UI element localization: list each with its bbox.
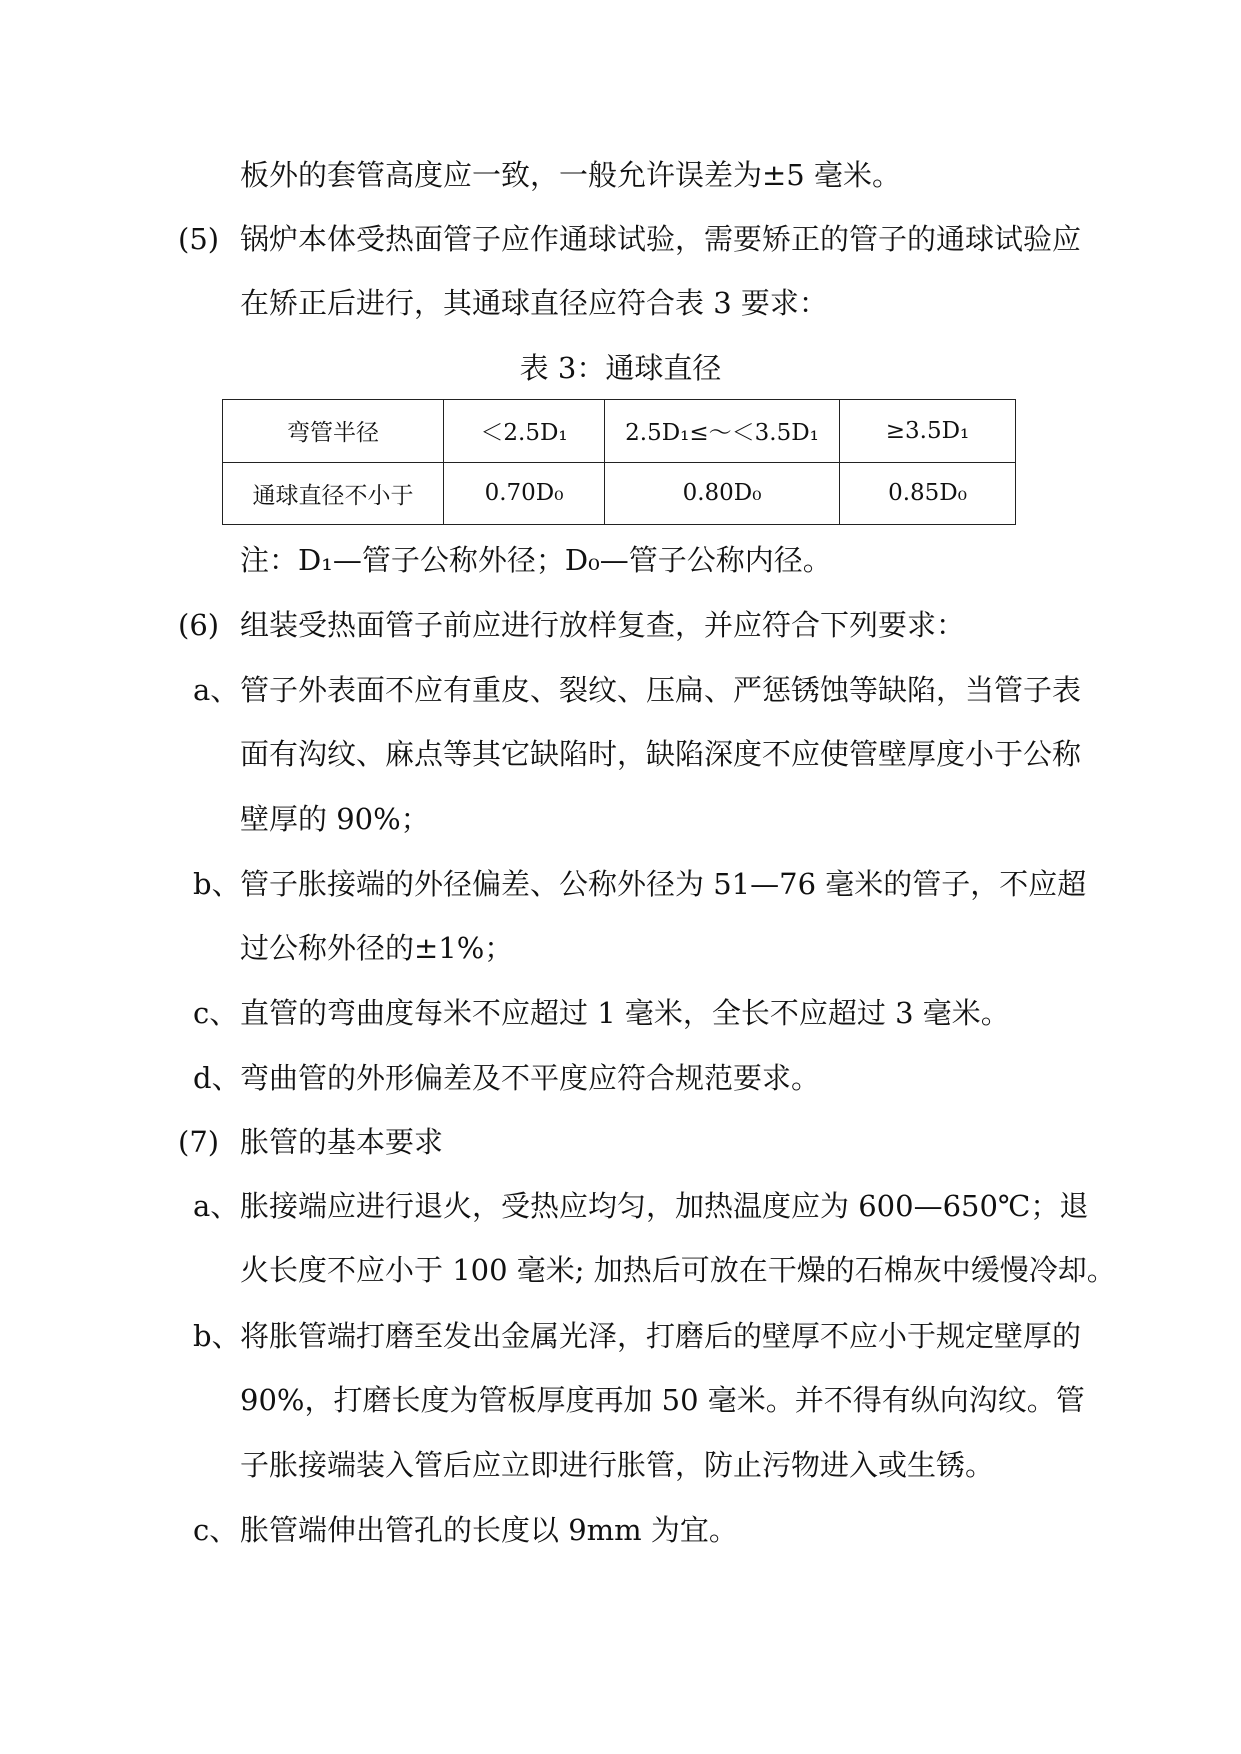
item-7a-line-1: 胀接端应进行退火，受热应均匀，加热温度应为 600—650℃；退 [240, 1189, 1089, 1223]
item-7b-line-3: 子胀接端装入管后应立即进行胀管，防止污物进入或生锈。 [240, 1448, 995, 1482]
table-cell: ＜2.5D₁ [444, 400, 605, 463]
item-6a-line-3: 壁厚的 90%； [240, 802, 430, 836]
item-6-marker: (6) [178, 608, 220, 642]
table-cell: 2.5D₁≤～＜3.5D₁ [605, 400, 840, 463]
item-6b-marker: b、 [193, 867, 241, 901]
item-7-line-1: 胀管的基本要求 [240, 1125, 444, 1159]
item-6a-line-2: 面有沟纹、麻点等其它缺陷时，缺陷深度不应使管壁厚度小于公称 [240, 737, 1082, 771]
table-cell: 0.70D₀ [444, 462, 605, 525]
table-cell: 0.80D₀ [605, 462, 840, 525]
item-5-line-1: 锅炉本体受热面管子应作通球试验，需要矫正的管子的通球试验应 [240, 222, 1082, 256]
item-6c-line-1: 直管的弯曲度每米不应超过 1 毫米，全长不应超过 3 毫米。 [240, 996, 1010, 1030]
item-6a-line-1: 管子外表面不应有重皮、裂纹、压扁、严惩锈蚀等缺陷，当管子表 [240, 673, 1082, 707]
intro-line: 板外的套管高度应一致，一般允许误差为±5 毫米。 [240, 158, 901, 192]
item-6d-line-1: 弯曲管的外形偏差及不平度应符合规范要求。 [240, 1061, 821, 1095]
item-7c-marker: c、 [193, 1513, 239, 1547]
table-cell: 通球直径不小于 [223, 462, 444, 525]
item-6-line-1: 组装受热面管子前应进行放样复查，并应符合下列要求： [240, 608, 966, 642]
item-6a-marker: a、 [193, 673, 240, 707]
item-7b-line-1: 将胀管端打磨至发出金属光泽，打磨后的壁厚不应小于规定壁厚的 [240, 1319, 1082, 1353]
ball-diameter-table [222, 399, 1016, 525]
table-caption: 表 3：通球直径 [519, 351, 722, 385]
item-7c-line-1: 胀管端伸出管孔的长度以 9mm 为宜。 [240, 1513, 738, 1547]
item-7b-line-2: 90%，打磨长度为管板厚度再加 50 毫米。并不得有纵向沟纹。管 [240, 1383, 1085, 1417]
table-cell: 弯管半径 [223, 400, 444, 463]
item-7-marker: (7) [178, 1125, 220, 1159]
item-6b-line-2: 过公称外径的±1%； [240, 931, 514, 965]
table-header-row [223, 400, 1016, 463]
item-6b-line-1: 管子胀接端的外径偏差、公称外径为 51—76 毫米的管子，不应超 [240, 867, 1087, 901]
item-7a-line-2: 火长度不应小于 100 毫米; 加热后可放在干燥的石棉灰中缓慢冷却。 [240, 1253, 1116, 1287]
item-5-marker: (5) [178, 222, 220, 256]
item-5-line-2: 在矫正后进行，其通球直径应符合表 3 要求： [240, 286, 828, 320]
item-7a-marker: a、 [193, 1189, 240, 1223]
table-note: 注：D₁—管子公称外径；D₀—管子公称内径。 [240, 543, 832, 577]
item-6d-marker: d、 [193, 1061, 241, 1095]
table-cell: ≥3.5D₁ [840, 400, 1016, 463]
table-row [223, 462, 1016, 525]
table-cell: 0.85D₀ [840, 462, 1016, 525]
item-6c-marker: c、 [193, 996, 239, 1030]
item-7b-marker: b、 [193, 1319, 241, 1353]
